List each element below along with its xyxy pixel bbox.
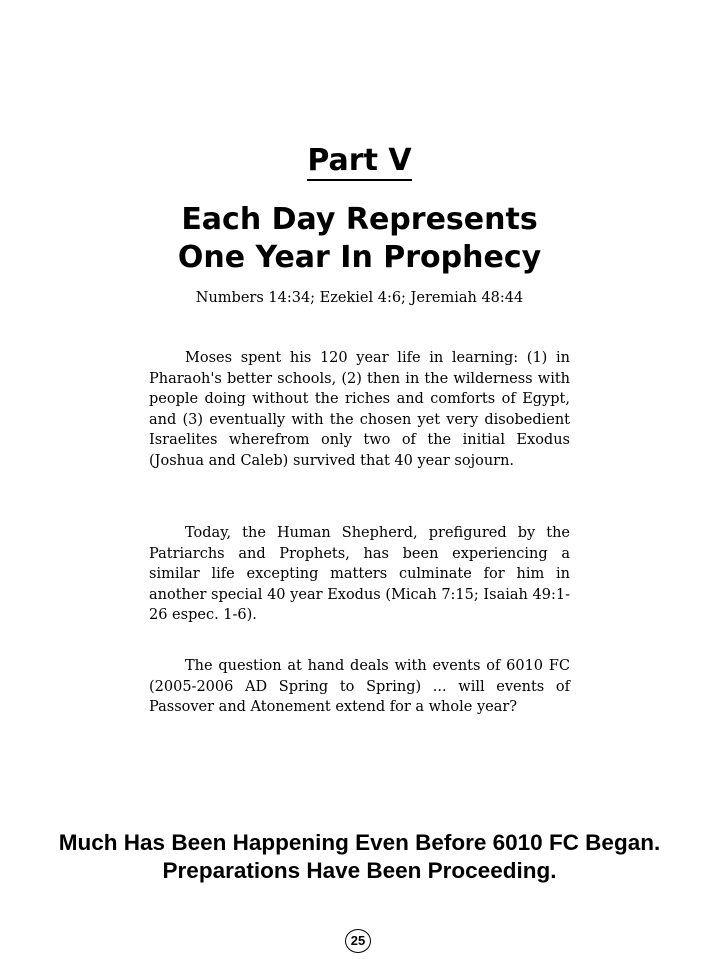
chapter-title [0,201,719,277]
page-number-badge: 25 [345,929,371,953]
bottom-note [0,829,719,885]
bottom-note-line-1: Much Has Been Happening Even Before 6010 FC Began. [58,830,661,855]
scripture-references: Numbers 14:34; Ezekiel 4:6; Jeremiah 48:44 [195,290,524,306]
part-heading [0,143,719,179]
part-heading-text: Part V [307,143,411,181]
chapter-title-line-2: One Year In Prophecy [177,240,542,275]
bottom-note-line-2: Preparations Have Been Proceeding. [162,858,557,883]
body-paragraph-1: Moses spent his 120 year life in learning: (1) in Pharaoh's better schools, (2) then in the wilderness with people doing without the riches and comforts of Egypt, and (3) eventually with the chosen yet very disobedient Israelites wherefrom only two of the initial Exodus (Joshua and Caleb) survived that 40 year sojourn. [149,350,570,469]
body-paragraph-3: The question at hand deals with events of 6010 FC (2005-2006 AD Spring to Spring) ... will events of Passover and Atonement extend for a whole year? [149,658,570,716]
chapter-title-line-1: Each Day Represents [181,202,538,237]
body-paragraph-2: Today, the Human Shepherd, prefigured by the Patriarchs and Prophets, has been experiencing a similar life excepting matters culminate for him in another special 40 year Exodus (Micah 7:15; Isaiah 49:1-26 espec. 1-6). [149,525,570,624]
